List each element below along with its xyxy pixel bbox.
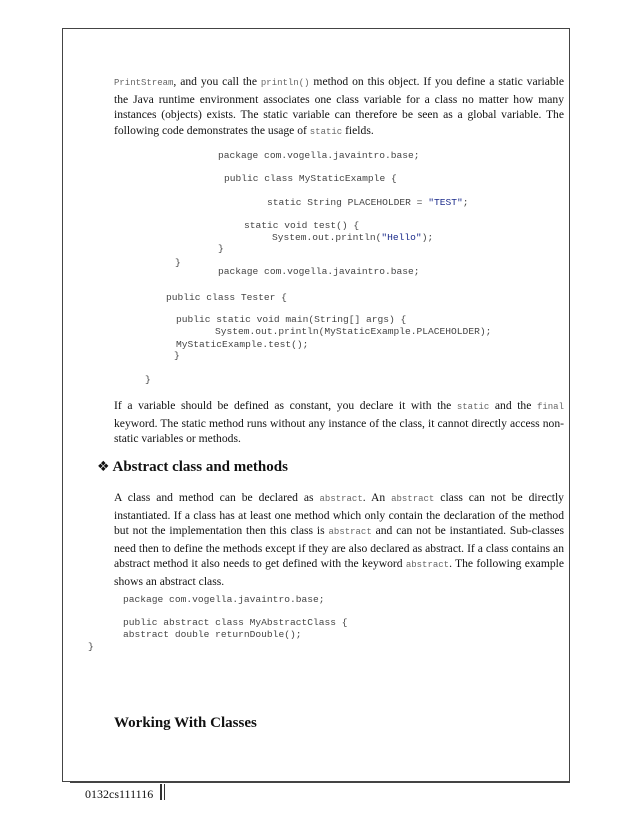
inline-code-abstract: abstract: [391, 494, 435, 504]
code-line: package com.vogella.javaintro.base;: [218, 266, 420, 277]
code-line: package com.vogella.javaintro.base;: [123, 594, 325, 605]
code-line: package com.vogella.javaintro.base;: [218, 150, 420, 161]
code-line: MyStaticExample.test();: [176, 339, 309, 350]
diamond-bullet-icon: ❖: [97, 459, 110, 475]
code-line: public abstract class MyAbstractClass {: [123, 617, 348, 628]
inline-code-abstract: abstract: [328, 527, 372, 537]
code-line: public static void main(String[] args) {: [176, 314, 407, 325]
section-heading-working-with-classes: Working With Classes: [114, 715, 257, 731]
text-run: and can not be instantiated. Sub-classes need then to define the methods except if they are also declared as abstract. If a class contains an abstract method it also needs to get defined with the keyword: [114, 524, 564, 570]
code-line: [267, 197, 469, 208]
code-text: static String PLACEHOLDER =: [267, 197, 429, 208]
text-run: , and you call the: [173, 75, 261, 88]
text-run: class can not be directly instantiated. If a class has at least one method which only contain the declaration of the method but not the implementation then this class is: [114, 491, 564, 537]
code-line: public class Tester {: [166, 292, 287, 303]
text-run: If a variable should be defined as constant, you declare it with the: [114, 399, 457, 412]
code-line: }: [218, 243, 224, 254]
heading-text: Abstract class and methods: [112, 459, 288, 475]
footer-bar: [164, 784, 165, 800]
inline-code-println: println(): [260, 78, 310, 88]
inline-code-abstract: abstract: [405, 560, 450, 570]
inline-code-printstream: PrintStream: [114, 78, 174, 88]
code-line: }: [174, 350, 180, 361]
inline-code-final: final: [536, 402, 564, 412]
inline-code-static: static: [456, 402, 490, 412]
text-run: keyword. The static method runs without any instance of the class, it cannot directly access non-static variables or methods.: [114, 416, 564, 445]
code-line: }: [88, 641, 94, 652]
code-text: );: [421, 232, 434, 243]
text-run: . An: [362, 491, 392, 504]
footer-divider: [70, 782, 570, 783]
text-run: method on this object. If you define a static variable the Java runtime environment associates one class variable for a class no matter how many instances (objects) exists. The static variable can therefore be seen as a global variable. The following code demonstrates the usage of: [114, 75, 564, 137]
paragraph-constants: [114, 398, 564, 447]
code-line: [272, 232, 433, 243]
text-run: A class and method can be declared as: [114, 491, 320, 504]
code-text: ;: [462, 197, 469, 208]
code-line: public class MyStaticExample {: [224, 173, 397, 184]
section-heading-abstract: [97, 459, 288, 476]
paragraph-abstract: [114, 490, 564, 589]
code-string: "Hello": [381, 232, 422, 243]
text-run: . The following example shows an abstract class.: [114, 557, 565, 588]
text-run: and the: [489, 399, 537, 412]
paragraph-static-intro: [114, 74, 564, 140]
text-run: fields.: [342, 123, 374, 137]
code-string: "TEST": [428, 197, 463, 208]
inline-code-static: static: [309, 126, 343, 137]
code-line: }: [175, 257, 181, 268]
code-text: System.out.println(: [272, 232, 382, 243]
inline-code-abstract: abstract: [319, 494, 363, 504]
code-line: }: [145, 374, 151, 385]
code-line: static void test() {: [244, 220, 360, 231]
code-line: System.out.println(MyStaticExample.PLACEHOLDER);: [215, 326, 492, 337]
footer-bar: [160, 784, 162, 800]
footer-id: 0132cs111116: [85, 787, 154, 801]
code-line: abstract double returnDouble();: [123, 629, 302, 640]
